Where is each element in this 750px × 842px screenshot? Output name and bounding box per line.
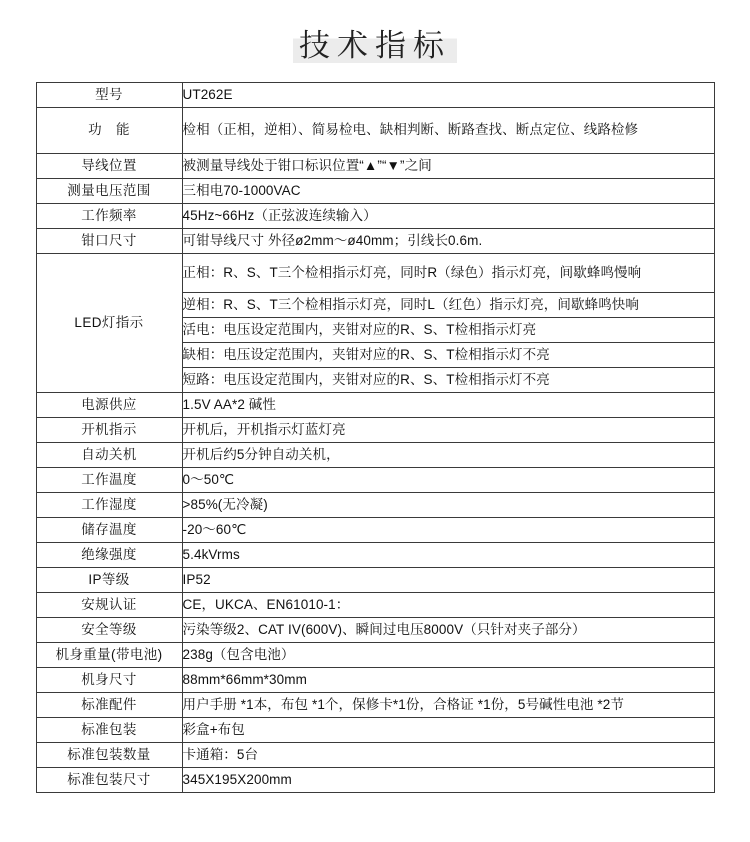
row-value: 238g（包含电池）: [182, 642, 714, 667]
row-value: 88mm*66mm*30mm: [182, 667, 714, 692]
table-row: [36, 767, 714, 792]
page-title: 技术指标: [293, 26, 457, 68]
row-key: IP等级: [36, 567, 182, 592]
row-value: 三相电70-1000VAC: [182, 178, 714, 203]
row-key: 标准配件: [36, 692, 182, 717]
page-title-container: [0, 0, 750, 82]
row-key: 工作温度: [36, 467, 182, 492]
row-key: 标准包装尺寸: [36, 767, 182, 792]
table-row: [36, 153, 714, 178]
row-key: 绝缘强度: [36, 542, 182, 567]
row-value: CE，UKCA、EN61010-1：: [182, 592, 714, 617]
table-row: [36, 517, 714, 542]
row-key: 机身重量(带电池): [36, 642, 182, 667]
row-value: 345X195X200mm: [182, 767, 714, 792]
table-row: [36, 492, 714, 517]
spec-table: [36, 82, 715, 793]
row-value: 0～50℃: [182, 467, 714, 492]
spec-table-container: [36, 82, 715, 793]
row-value: 开机后，开机指示灯蓝灯亮: [182, 417, 714, 442]
table-row: [36, 642, 714, 667]
row-key: 安全等级: [36, 617, 182, 642]
table-row: [36, 107, 714, 153]
table-row: [36, 742, 714, 767]
row-key: 开机指示: [36, 417, 182, 442]
row-value: 5.4kVrms: [182, 542, 714, 567]
row-value: 1.5V AA*2 碱性: [182, 392, 714, 417]
table-row: [36, 417, 714, 442]
table-row: [36, 82, 714, 107]
row-key: 储存温度: [36, 517, 182, 542]
row-key: 测量电压范围: [36, 178, 182, 203]
row-key: 电源供应: [36, 392, 182, 417]
row-value: -20～60℃: [182, 517, 714, 542]
spec-table-body: [36, 82, 714, 792]
table-row: [36, 392, 714, 417]
row-value-led: 活电：电压设定范围内，夹钳对应的R、S、T检相指示灯亮: [182, 317, 714, 342]
row-key: 功 能: [36, 107, 182, 153]
row-value: 污染等级2、CAT IV(600V)、瞬间过电压8000V（只针对夹子部分）: [182, 617, 714, 642]
row-key: 安规认证: [36, 592, 182, 617]
row-key: 机身尺寸: [36, 667, 182, 692]
table-row: [36, 178, 714, 203]
row-value-led: 正相：R、S、T三个检相指示灯亮，同时R（绿色）指示灯亮，间歇蜂鸣慢响: [182, 253, 714, 292]
table-row: [36, 228, 714, 253]
row-key: 型号: [36, 82, 182, 107]
row-key-led: LED灯指示: [36, 253, 182, 392]
row-value: 检相（正相，逆相）、简易检电、缺相判断、断路查找、断点定位、线路检修: [182, 107, 714, 153]
row-key: 自动关机: [36, 442, 182, 467]
row-value: 用户手册 *1本，布包 *1个，保修卡*1份，合格证 *1份，5号碱性电池 *2节: [182, 692, 714, 717]
table-row: [36, 567, 714, 592]
row-value: >85%(无冷凝): [182, 492, 714, 517]
table-row: [36, 442, 714, 467]
table-row: [36, 717, 714, 742]
table-row: [36, 592, 714, 617]
table-row: [36, 467, 714, 492]
table-row: [36, 542, 714, 567]
row-key: 标准包装: [36, 717, 182, 742]
row-value: 卡通箱：5台: [182, 742, 714, 767]
row-value: 开机后约5分钟自动关机，: [182, 442, 714, 467]
row-key: 工作频率: [36, 203, 182, 228]
table-row: [36, 617, 714, 642]
row-key: 导线位置: [36, 153, 182, 178]
table-row: [36, 692, 714, 717]
table-row: [36, 203, 714, 228]
table-row-led: [36, 253, 714, 292]
row-value: 彩盒+布包: [182, 717, 714, 742]
row-key: 工作湿度: [36, 492, 182, 517]
row-value: 可钳导线尺寸 外径ø2mm～ø40mm；引线长0.6m.: [182, 228, 714, 253]
row-key: 标准包装数量: [36, 742, 182, 767]
row-value-led: 逆相：R、S、T三个检相指示灯亮，同时L（红色）指示灯亮，间歇蜂鸣快响: [182, 292, 714, 317]
row-value: 45Hz~66Hz（正弦波连续输入）: [182, 203, 714, 228]
row-value-led: 缺相：电压设定范围内，夹钳对应的R、S、T检相指示灯不亮: [182, 342, 714, 367]
row-value-led: 短路：电压设定范围内，夹钳对应的R、S、T检相指示灯不亮: [182, 367, 714, 392]
row-value: UT262E: [182, 82, 714, 107]
table-row: [36, 667, 714, 692]
row-key: 钳口尺寸: [36, 228, 182, 253]
row-value: 被测量导线处于钳口标识位置“▲”“▼”之间: [182, 153, 714, 178]
row-value: IP52: [182, 567, 714, 592]
